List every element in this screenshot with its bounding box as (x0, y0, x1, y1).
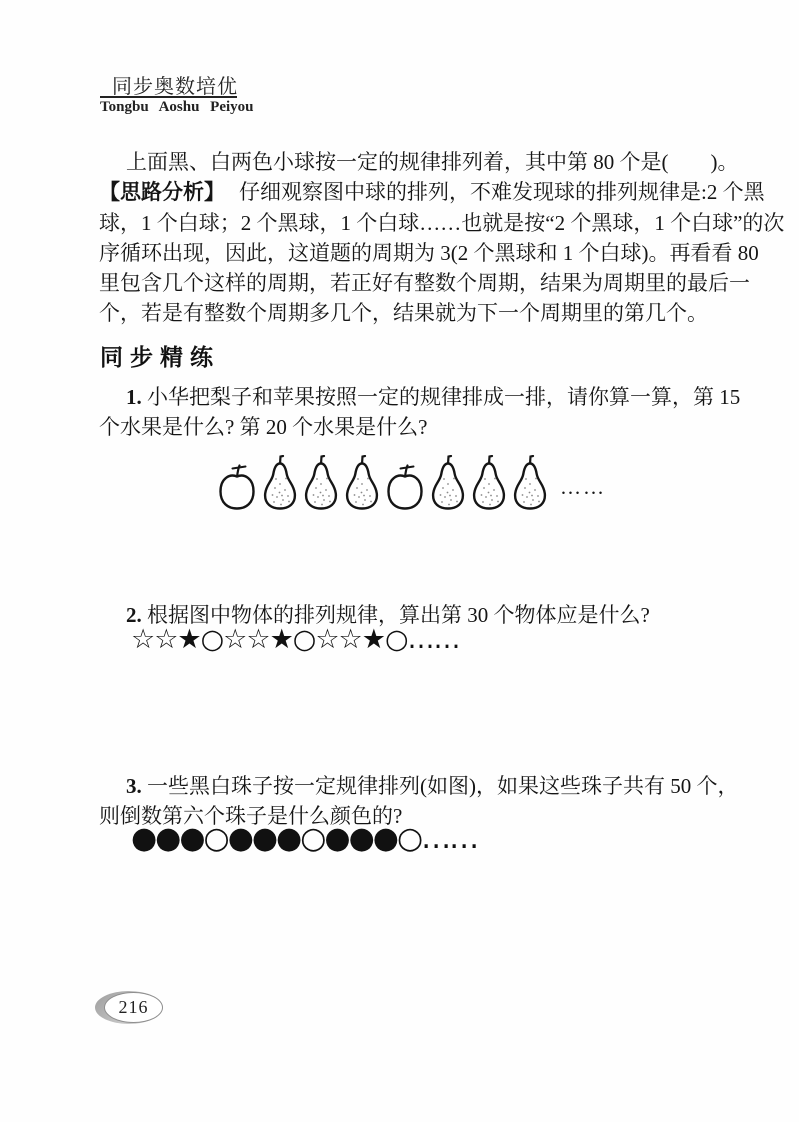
header-subtitle: Tongbu Aoshu Peiyou (100, 99, 254, 115)
problem-3-line-2: 则倒数第六个珠子是什么颜色的? (99, 804, 403, 828)
header-rule (100, 96, 237, 98)
problem-2-number: 2. (126, 603, 142, 627)
pear-icon (304, 455, 338, 510)
intro-line: 上面黑、白两色小球按一定的规律排列着，其中第 80 个是( )。 (126, 150, 739, 174)
analysis-line-3: 序循环出现，因此，这道题的周期为 3(2 个黑球和 1 个白球)。再看看 80 (99, 241, 759, 265)
problem-3-text-1: 一些黑白珠子按一定规律排列(如图)，如果这些珠子共有 50 个， (147, 774, 739, 798)
analysis-line-4: 里包含几个这样的周期，若正好有整数个周期，结果为周期里的最后一 (99, 271, 750, 295)
analysis-label: 【思路分析】 (99, 181, 225, 204)
analysis-line-1 (99, 177, 765, 208)
header-title: 同步奥数培优 (112, 76, 238, 98)
problem-1-line-1 (99, 382, 741, 412)
apple-icon (386, 462, 424, 510)
page-number-badge (95, 991, 163, 1024)
analysis-line-2: 球，1 个白球；2 个黑球，1 个白球……也就是按“2 个黑球，1 个白球”的次 (99, 211, 785, 235)
problem-1-number: 1. (126, 385, 142, 409)
fruit-ellipsis: …… (560, 475, 606, 499)
problem-2-text-1: 根据图中物体的排列规律，算出第 30 个物体应是什么? (147, 603, 650, 627)
analysis-text-1: 仔细观察图中球的排列，不难发现球的排列规律是:2 个黑 (239, 180, 765, 204)
apple-icon (218, 462, 256, 510)
page-number: 216 (104, 992, 163, 1023)
pear-icon (513, 455, 547, 510)
problem-1-text-1: 小华把梨子和苹果按照一定的规律排成一排，请你算一算，第 15 (147, 385, 741, 409)
problem-1-line-2: 个水果是什么? 第 20 个水果是什么? (99, 415, 428, 439)
analysis-line-5: 个，若是有整数个周期多几个，结果就为下一个周期里的第几个。 (99, 301, 708, 325)
section-title: 同步精练 (100, 344, 220, 370)
analysis-paragraph (99, 147, 785, 328)
star-sequence: ☆☆★○☆☆★○☆☆★○…… (131, 624, 460, 655)
problem-3-line-1 (99, 771, 739, 801)
problem-1 (99, 382, 741, 442)
pear-icon (345, 455, 379, 510)
pear-icon (263, 455, 297, 510)
bead-sequence: ●●●○●●●○●●●○…… (131, 821, 478, 856)
pear-icon (431, 455, 465, 510)
fruit-sequence-figure (218, 448, 606, 510)
problem-3-number: 3. (126, 774, 142, 798)
pear-icon (472, 455, 506, 510)
